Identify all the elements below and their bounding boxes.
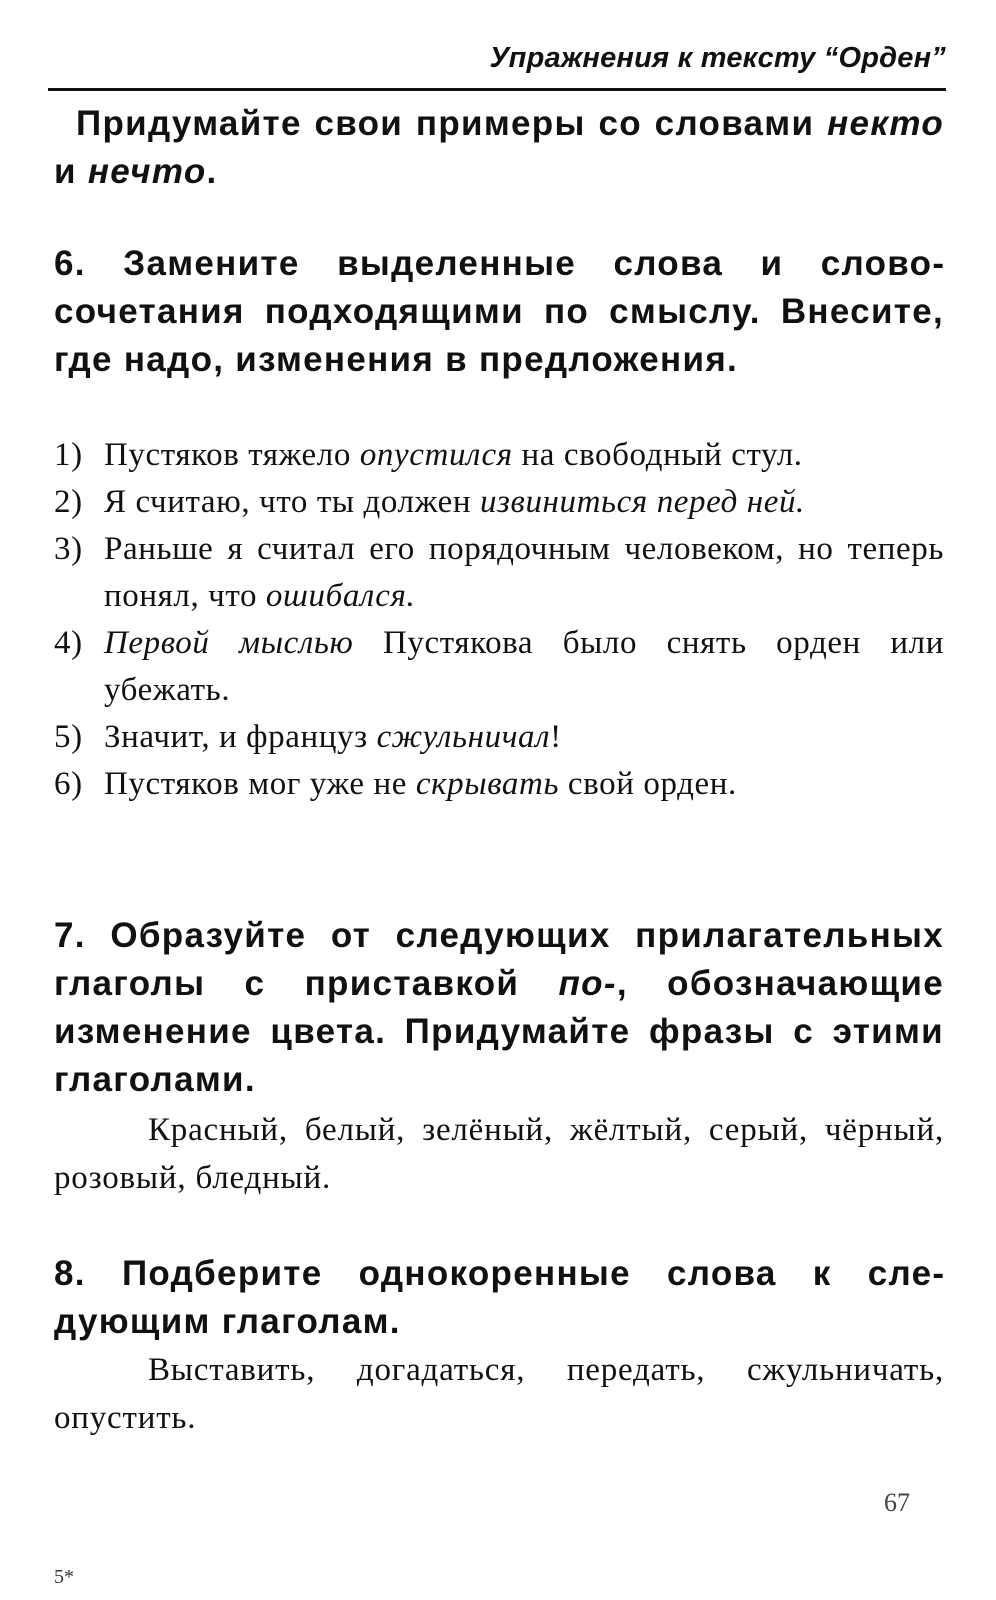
task-intro-text: Придумайте свои примеры со словами [76, 104, 828, 143]
item-text-end: на свободный стул. [512, 437, 803, 473]
item-highlight: Первой мыслью [104, 625, 354, 661]
item-highlight: извиниться перед ней. [479, 484, 805, 520]
header-rule [48, 88, 946, 91]
item-text: Значит, и француз [104, 719, 377, 755]
list-item [54, 432, 944, 479]
task-intro-word-nekto: некто [827, 104, 944, 143]
task-6-items [54, 432, 944, 808]
item-highlight: скрывать [415, 766, 560, 802]
item-highlight: ошибался. [265, 578, 416, 614]
item-number: 5) [54, 719, 83, 755]
list-item [54, 620, 944, 714]
item-highlight: опустился [359, 437, 513, 473]
list-item [54, 526, 944, 620]
task-6-heading: 6. Замените выделенные слова и словосочетания подходящими по смыслу. Внесите, где надо, изменения в предложения. [54, 244, 944, 379]
task-8-heading: 8. Подберите однокоренные слова к следующим глаголам. [54, 1254, 944, 1341]
task-7-prefix: по- [558, 964, 617, 1003]
item-text-end: свой орден. [559, 766, 737, 802]
item-text: Я считаю, что ты должен [104, 484, 480, 520]
item-text: Пустяков мог уже не [104, 766, 416, 802]
signature-mark: 5* [54, 1566, 74, 1588]
task-intro [54, 100, 944, 196]
task-intro-end: . [206, 152, 218, 191]
item-text-end: Пустякова было снять орден или убежать. [104, 625, 945, 708]
task-8-words: Выставить, догадаться, передать, сжульничать, опустить. [54, 1352, 944, 1436]
item-text: Раньше я считал его порядочным человеком, но теперь понял, что [104, 531, 944, 614]
page-number: 67 [884, 1488, 910, 1517]
item-highlight: сжульничал [376, 719, 551, 755]
task-intro-conj: и [54, 152, 88, 191]
task-intro-word-nechto: нечто [87, 152, 207, 191]
item-number: 4) [54, 625, 83, 661]
list-item [54, 479, 944, 526]
task-7-heading [54, 912, 944, 1104]
task-7-heading-b: , обозначающие изменение цвета. Придумайте фразы с этими глаголами. [54, 964, 944, 1099]
item-number: 2) [54, 484, 83, 520]
item-number: 1) [54, 437, 83, 473]
item-text: Пустяков тяжело [104, 437, 360, 473]
item-text-end: ! [550, 719, 562, 755]
task-7-heading-a: 7. Образуйте от следующих прилагательных глаголы с приставкой [54, 916, 944, 1003]
list-item [54, 761, 944, 808]
item-number: 3) [54, 531, 83, 567]
task-7-words: Красный, белый, зелёный, жёлтый, серый, чёрный, розовый, бледный. [54, 1112, 944, 1196]
running-head: Упражнения к тексту “Орден” [489, 42, 946, 74]
list-item [54, 714, 944, 761]
item-number: 6) [54, 766, 83, 802]
